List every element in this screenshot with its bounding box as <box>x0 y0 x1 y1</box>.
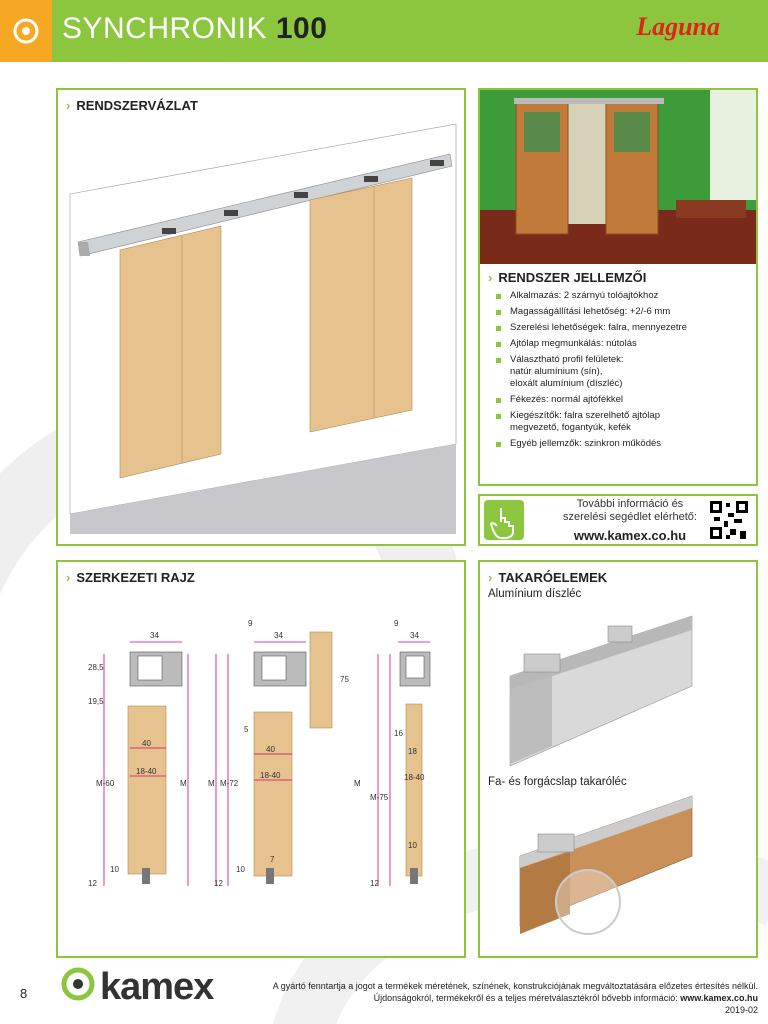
dim-label: 18-40 <box>136 767 157 776</box>
dim-label: 40 <box>142 739 151 748</box>
dim-label: 7 <box>270 855 275 864</box>
brand-mark <box>0 0 52 62</box>
profile-drawing-3 <box>354 619 430 888</box>
feature-item: Ajtólap megmunkálás: nútolás <box>496 338 756 350</box>
page-number: 8 <box>20 986 28 1001</box>
dim-label: 28,5 <box>88 663 104 672</box>
publication-date: 2019-02 <box>724 1005 758 1015</box>
dim-label: 34 <box>410 631 419 640</box>
dim-label: 5 <box>244 725 249 734</box>
page-title: SYNCHRONIK 100 <box>62 12 328 45</box>
footer-url[interactable]: www.kamex.co.hu <box>680 993 758 1003</box>
feature-item: Egyéb jellemzők: szinkron működés <box>496 438 756 450</box>
chevron-right-icon: › <box>66 98 71 113</box>
feature-item: Szerelési lehetőségek: falra, mennyezetre <box>496 322 756 334</box>
page-header <box>0 0 768 62</box>
cover-elements-panel <box>478 560 758 958</box>
kamex-swirl-icon <box>60 966 96 1002</box>
dim-label: M <box>180 779 187 788</box>
feature-item: Választható profil felületek: natúr alumínium (sín), eloxált alumínium (díszléc) <box>496 354 756 390</box>
dim-label: 9 <box>248 619 253 628</box>
dim-label: M <box>354 779 361 788</box>
dim-label: 18-40 <box>404 773 425 782</box>
chevron-right-icon: › <box>488 270 493 285</box>
dim-label: 12 <box>370 879 379 888</box>
feature-item: Kiegészítők: falra szerelhető ajtólap megvezető, fogantyúk, kefék <box>496 410 756 434</box>
dim-label: 10 <box>110 865 119 874</box>
chevron-right-icon: › <box>488 570 493 585</box>
hand-pointer-icon <box>484 500 524 540</box>
laguna-logo: Laguna <box>636 12 720 41</box>
profile-drawing-2 <box>208 619 349 888</box>
room-photo <box>480 90 756 264</box>
drawing-title: › SZERKEZETI RAJZ <box>66 570 195 585</box>
technical-drawing-panel <box>56 560 466 958</box>
wood-cover-label: Fa- és forgácslap takaróléc <box>488 776 627 788</box>
dim-label: 9 <box>394 619 399 628</box>
chevron-right-icon: › <box>66 570 71 585</box>
dim-label: M-60 <box>96 779 115 788</box>
dim-label: 16 <box>394 729 403 738</box>
dim-label: 10 <box>408 841 417 850</box>
system-sketch-panel <box>56 88 466 546</box>
system-sketch-illustration <box>58 114 464 544</box>
swirl-icon <box>0 0 52 62</box>
dim-label: 75 <box>340 675 349 684</box>
features-list <box>496 290 756 454</box>
covers-title: › TAKARÓELEMEK <box>488 570 608 585</box>
technical-drawing <box>58 586 464 956</box>
website-link[interactable]: www.kamex.co.hu <box>573 528 687 543</box>
dim-label: 12 <box>214 879 223 888</box>
kamex-logo: kamex <box>100 966 214 1008</box>
feature-item: Magasságállítási lehetőség: +2/-6 mm <box>496 306 756 318</box>
system-sketch-title: › RENDSZERVÁZLAT <box>66 98 198 113</box>
dim-label: 18-40 <box>260 771 281 780</box>
dim-label: M <box>208 779 215 788</box>
dim-label: 10 <box>236 865 245 874</box>
footer-disclaimer: A gyártó fenntartja a jogot a termékek méretének, színének, konstrukciójának megváltoztatására előzetes értesítés nélkül. Újdonságokról, termékekről és a teljes méretválasztékról bővebb információ: www.kamex.co.hu 2019-02 <box>222 980 758 1016</box>
dim-label: 18 <box>408 747 417 756</box>
dim-label: 40 <box>266 745 275 754</box>
feature-item: Alkalmazás: 2 szárnyú tolóajtókhoz <box>496 290 756 302</box>
dim-label: 34 <box>274 631 283 640</box>
aluminium-cover-label: Alumínium díszléc <box>488 588 582 600</box>
info-text: További információ és szerelési segédlet elérhető: <box>563 498 697 523</box>
profile-drawing-1 <box>88 631 188 888</box>
feature-item: Fékezés: normál ajtófékkel <box>496 394 756 406</box>
wood-cover-illustration <box>480 786 756 952</box>
features-title: › RENDSZER JELLEMZŐI <box>488 270 647 285</box>
dim-label: 12 <box>88 879 97 888</box>
dim-label: M-72 <box>220 779 239 788</box>
dim-label: 34 <box>150 631 159 640</box>
dim-label: M-75 <box>370 793 389 802</box>
aluminium-cover-illustration <box>480 606 756 772</box>
dim-label: 19,5 <box>88 697 104 706</box>
